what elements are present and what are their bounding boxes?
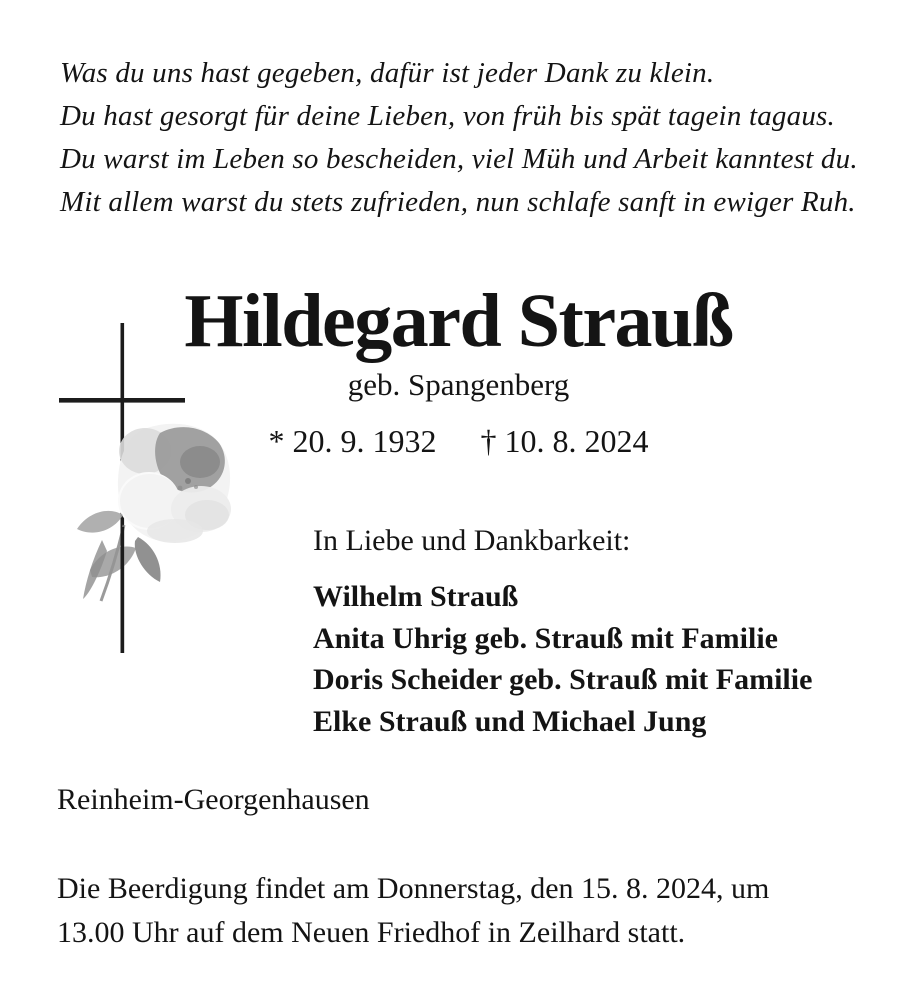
life-dates [0,424,917,459]
deceased-name: Hildegard Strauß [184,279,733,363]
poem-line: Du hast gesorgt für deine Lieben, von früh bis spät tagein tagaus. [60,100,835,132]
birth-date: * 20. 9. 1932 [268,423,437,459]
poem [60,52,858,224]
death-date: † 10. 8. 2024 [480,423,649,459]
city: Reinheim-Georgenhausen [57,783,370,816]
funeral-info [57,867,769,955]
mourner: Elke Strauß und Michael Jung [313,704,707,738]
poem-line: Was du uns hast gegeben, dafür ist jeder Dank zu klein. [60,57,715,89]
funeral-line: 13.00 Uhr auf dem Neuen Friedhof in Zeilhard statt. [57,916,686,949]
funeral-line: Die Beerdigung findet am Donnerstag, den 15. 8. 2024, um [57,872,770,905]
mourner: Doris Scheider geb. Strauß mit Familie [313,663,813,696]
mourner: Anita Uhrig geb. Strauß mit Familie [313,621,778,655]
poem-line: Mit allem warst du stets zufrieden, nun schlafe sanft in ewiger Ruh. [60,186,856,218]
mourners-list [313,576,812,742]
maiden-name: geb. Spangenberg [347,367,570,402]
poem-line: Du warst im Leben so bescheiden, viel Müh und Arbeit kanntest du. [60,143,858,175]
memorial-illustration [50,315,240,660]
tribute-heading: In Liebe und Dankbarkeit: [313,524,631,557]
mourner: Wilhelm Strauß [313,580,519,613]
